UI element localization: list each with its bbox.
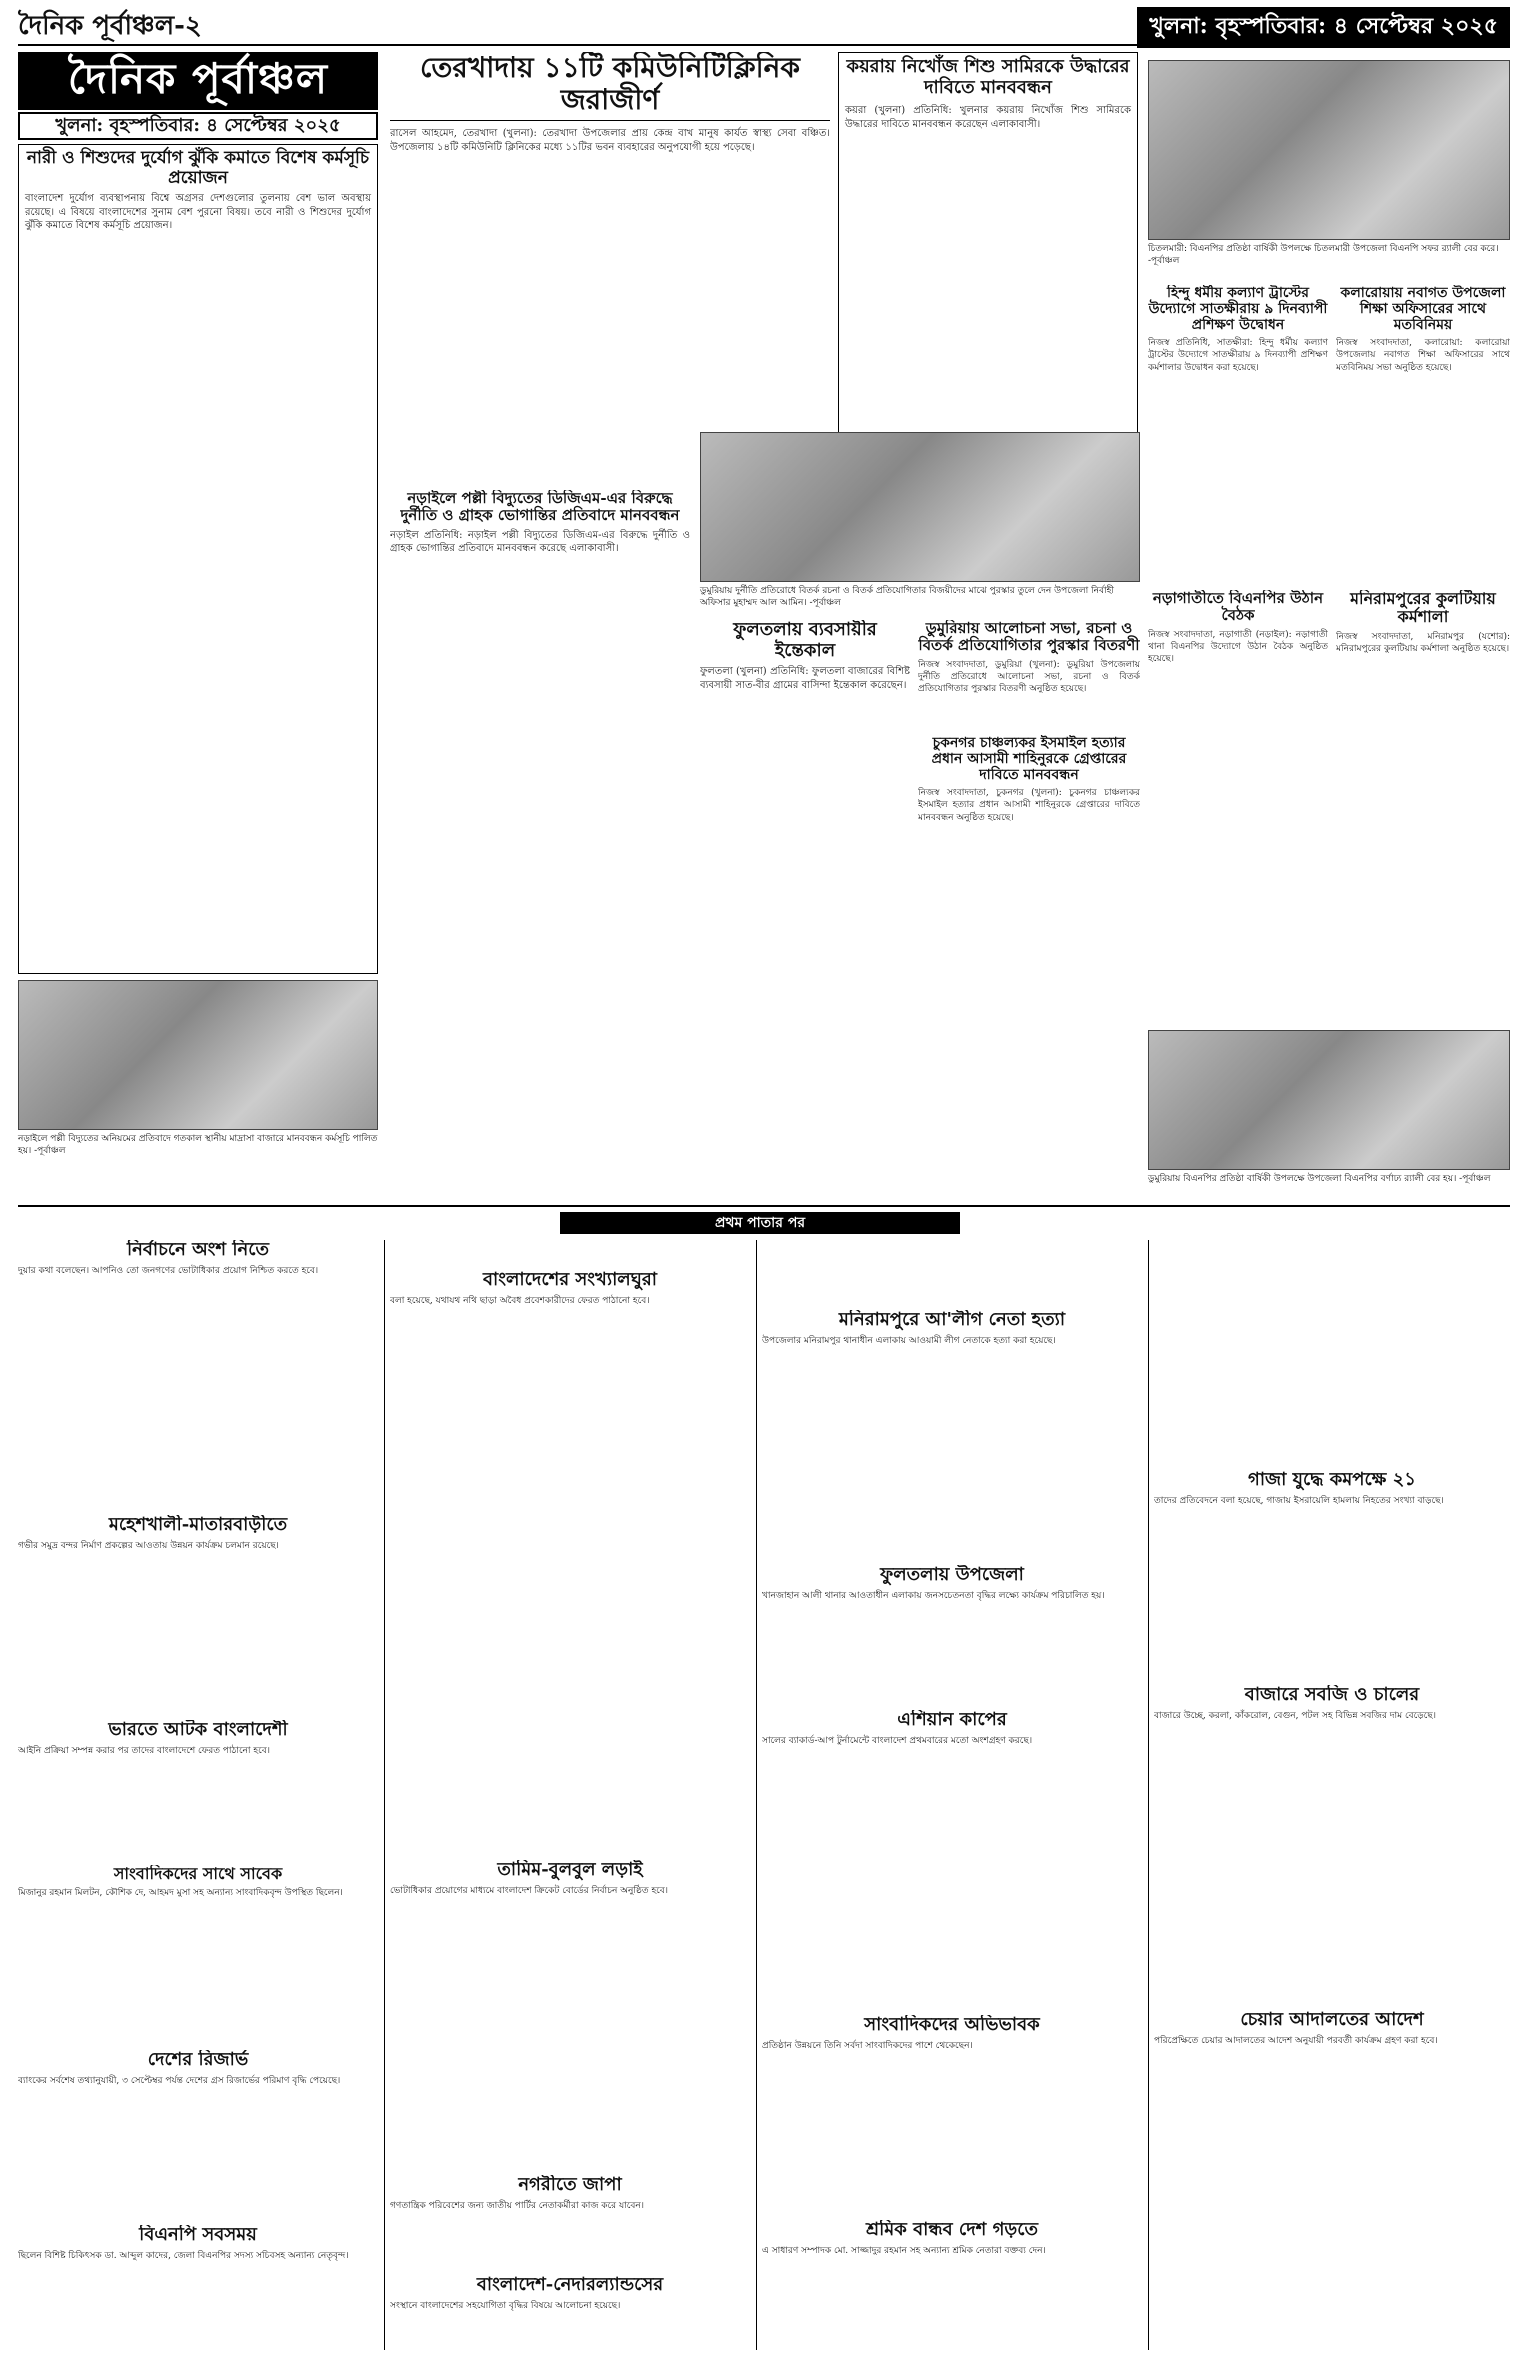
kolaroa-text: নিজস্ব সংবাদদাতা, কলারোয়া: কলারোয়া উপজেলায় নবাগত শিক্ষা অফিসারের সাথে মতবিনিময় সভা অনুষ্ঠিত হয়েছে। [1336, 338, 1510, 373]
bnp-article [18, 2225, 378, 2355]
sangbadik-article [18, 1865, 378, 2045]
column-rule [384, 1240, 385, 2350]
mohesh-article [18, 1515, 378, 1715]
tamim-title: তামিম-বুলবুল লড়াই [497, 1860, 643, 1880]
photo-left-caption: নড়াইলে পল্লী বিদ্যুতের অনিয়মের প্রতিবাদে গতকাল স্থানীয় মাদ্রাসা বাজারে মানববন্ধন কর্মসূচি পালিত হয়। -পূর্বাঞ্চল [18, 1134, 378, 1156]
sangbadik2-title: সাংবাদিকদের অভিভাবক [864, 2015, 1040, 2035]
phultala-title: ফুলতলায় ব্যবসায়ীর ইন্তেকাল [733, 620, 877, 661]
phultala2-text: খানজাহান আলী থানার আওতাধীন এলাকায় জনসচেতনতা বৃদ্ধির লক্ষ্যে কার্যক্রম পরিচালিত হয়। [762, 1590, 1105, 1601]
monirampur-article [1336, 590, 1510, 1010]
bangladesh-title: বাংলাদেশের সংখ্যালঘুরা [483, 1270, 657, 1290]
lead-text: রাসেল আহমেদ, তেরখাদা (খুলনা): তেরখাদা উপজেলার প্রায় কেন্দ্র বাখ মানুষ কার্যত স্বাস্থ্য সেবা বঞ্চিত। উপজেলায় ১৪টি কমিউনিটি ক্লিনিকের মধ্যে ১১টির ভবন ব্যবহারের অনুপযোগী হয়ে পড়েছে। [390, 128, 830, 153]
column-rule [756, 1240, 757, 2350]
reserve-text: ব্যাংকের সর্বশেষ তথ্যানুযায়ী, ৩ সেপ্টেম্বর পর্যন্ত দেশের গ্রস রিজার্ভের পরিমাণ বৃদ্ধি পেয়েছে। [18, 2075, 341, 2086]
gaza-article [1154, 1470, 1510, 1680]
bharat-article [18, 1720, 378, 1860]
nogorite-article [390, 2175, 750, 2270]
masthead-logo: দৈনিক পূর্বাঞ্চল [18, 52, 378, 110]
nargati-bnp-title: নড়াগাতীতে বিএনপির উঠান বৈঠক [1152, 590, 1324, 625]
shramik-title: শ্রমিক বান্ধব দেশ গড়তে [866, 2220, 1038, 2240]
section-divider [18, 1205, 1510, 1207]
chuknagar-text: নিজস্ব সংবাদদাতা, চুকনগর (খুলনা): চুকনগর চাঞ্চল্যকর ইসমাইল হত্যার প্রধান আসামী শাহিনুরকে গ্রেপ্তারের দাবিতে মানববন্ধন অনুষ্ঠিত হয়েছে। [918, 788, 1140, 823]
asian-article [762, 1710, 1142, 2010]
monirampur-title: মনিরামপুরের কুলটিয়ায় কর্মশালা [1350, 590, 1496, 627]
protest-photo-left [18, 980, 378, 1130]
editorial-text: বাংলাদেশ দুর্যোগ ব্যবস্থাপনায় বিশ্বে অগ্রসর দেশগুলোর তুলনায় বেশ ভাল অবস্থায় রয়েছে। এ বিষয়ে বাংলাদেশের সুনাম বেশ পুরনো বিষয়। তবে নারী ও শিশুদের দুর্যোগ ঝুঁকি কমাতে বিশেষ কর্মসূচি প্রয়োজন। [25, 193, 371, 232]
nogorite-title: নগরীতে জাপা [518, 2175, 622, 2195]
phultala-text: ফুলতলা (খুলনা) প্রতিনিধি: ফুলতলা বাজারের বিশিষ্ট ব্যবসায়ী সাত-বীর গ্রামের বাসিন্দা ইন্তেকাল করেছেন। [700, 666, 910, 691]
netherlands-title: বাংলাদেশ-নেদারল্যান্ডসের [476, 2275, 664, 2295]
nirbachon-text: দুয়ার কথা বলেছেন। আপনিও তো জনগণের ভোটাধিকার প্রয়োগ নিশ্চিত করতে হবে। [18, 1265, 319, 1276]
masthead-date: খুলনা: বৃহস্পতিবার: ৪ সেপ্টেম্বর ২০২৫ [18, 112, 378, 140]
award-photo-mid [700, 432, 1140, 582]
top-bar [18, 10, 1510, 46]
hindu-trust-article [1148, 285, 1328, 585]
bazar-title: বাজারে সবজি ও চালের [1244, 1685, 1420, 1705]
photo-mid-caption: ডুমুরিয়ায় দুর্নীতি প্রতিরোধে বিতর্ক রচনা ও বিতর্ক প্রতিযোগিতার বিজয়ীদের মাঝে পুরস্কার তুলে দেন উপজেলা নির্বাহী অফিসার মুহাম্মদ আল আমিন। -পূর্বাঞ্চল [700, 586, 1114, 608]
bazar-article [1154, 1685, 1510, 2005]
editorial-title: নারী ও শিশুদের দুর্যোগ ঝুঁকি কমাতে বিশেষ কর্মসূচি প্রয়োজন [26, 148, 370, 188]
monirampur2-text: উপজেলার মনিরামপুর থানাধীন এলাকায় আওয়ামী লীগ নেতাকে হত্যা করা হয়েছে। [762, 1335, 1056, 1346]
lead-title: তেরখাদায় ১১টি কমিউনিটিক্লিনিক জরাজীর্ণ [390, 52, 830, 121]
kolaroa-title: কলারোয়ায় নবাগত উপজেলা শিক্ষা অফিসারের সাথে মতবিনিময় [1340, 285, 1506, 334]
asian-title: এশিয়ান কাপের [897, 1710, 1007, 1730]
phultala-article [700, 620, 910, 1160]
koyra-article [838, 52, 1138, 482]
bnp-text: ছিলেন বিশিষ্ট চিকিৎসক ডা. আব্দুল কাদের, জেলা বিএনপির সদস্য সচিবসহ অন্যান্য নেতৃবৃন্দ। [18, 2250, 349, 2261]
netherlands-text: সংস্থানে বাংলাদেশের সহযোগিতা বৃদ্ধির বিষয়ে আলোচনা হয়েছে। [390, 2300, 621, 2311]
reserve-article [18, 2050, 378, 2220]
nirbachon-title: নির্বাচনে অংশ নিতে [127, 1240, 269, 1260]
tamim-article [390, 1860, 750, 2170]
nirbachon-article [18, 1240, 378, 1510]
mohesh-text: গভীর সমুদ্র বন্দর নির্মাণ প্রকল্পের আওতায় উন্নয়ন কার্যক্রম চলমান রয়েছে। [18, 1540, 279, 1551]
rally-photo-right-top [1148, 60, 1510, 240]
monirampur2-article [762, 1310, 1142, 1560]
tamim-text: ভোটাধিকার প্রয়োগের মাধ্যমে বাংলাদেশ ক্রিকেট বোর্ডের নির্বাচন অনুষ্ঠিত হবে। [390, 1885, 669, 1896]
bangladesh-article [390, 1270, 750, 1800]
rally-photo-right-bottom [1148, 1030, 1510, 1170]
chuknagar-title: চুকনগর চাঞ্চল্যকর ইসমাইল হত্যার প্রধান আসামী শাহিনুরকে গ্রেপ্তারের দাবিতে মানববন্ধন [931, 735, 1127, 784]
mohesh-title: মহেশখালী-মাতারবাড়ীতে [108, 1515, 288, 1535]
chair-text: পরিপ্রেক্ষিতে চেয়ার আদালতের আদেশ অনুযায়ী পরবর্তী কার্যক্রম গ্রহণ করা হবে। [1154, 2035, 1438, 2046]
phultala2-title: ফুলতলায় উপজেলা [880, 1565, 1024, 1585]
shramik-article [762, 2220, 1142, 2355]
sangbadik2-text: প্রতিষ্ঠান উন্নয়নে তিনি সর্বদা সাংবাদিকদের পাশে থেকেছেন। [762, 2040, 973, 2051]
hindu-trust-title: হিন্দু ধর্মীয় কল্যাণ ট্রাস্টের উদ্যোগে সাতক্ষীরায় ৯ দিনব্যাপী প্রশিক্ষণ উদ্বোধন [1148, 285, 1328, 334]
gaza-title: গাজা যুদ্ধে কমপক্ষে ২১ [1248, 1470, 1416, 1490]
dumuria-text: নিজস্ব সংবাদদাতা, ডুমুরিয়া (খুলনা): ডুমুরিয়া উপজেলায় দুর্নীতি প্রতিরোধে আলোচনা সভা, রচনা ও বিতর্ক প্রতিযোগিতার পুরস্কার বিতরণী অনুষ্ঠিত হয়েছে। [918, 659, 1140, 694]
chair-title: চেয়ার আদালতের আদেশ [1240, 2010, 1424, 2030]
koyra-title: কয়রায় নিখোঁজ শিশু সামিরকে উদ্ধারের দাবিতে মানববন্ধন [846, 56, 1130, 98]
column-rule [1148, 1240, 1149, 2350]
nargati-bnp-article [1148, 590, 1328, 1010]
narail-title: নড়াইলে পল্লী বিদ্যুতের ডিজিএম-এর বিরুদ্ধে দুর্নীতি ও গ্রাহক ভোগান্তির প্রতিবাদে মানববন্ধন [400, 490, 680, 525]
bharat-text: আইনি প্রক্রিয়া সম্পন্ন করার পর তাদের বাংলাদেশে ফেরত পাঠানো হবে। [18, 1745, 270, 1756]
netherlands-article [390, 2275, 750, 2355]
nargati-bnp-text: নিজস্ব সংবাদদাতা, নড়াগাতী (নড়াইল): নড়াগাতী থানা বিএনপির উদ্যোগে উঠান বৈঠক অনুষ্ঠিত হয়েছে। [1148, 629, 1328, 664]
reserve-title: দেশের রিজার্ভ [147, 2050, 249, 2070]
shramik-text: এ সাধারণ সম্পাদক মো. সাজ্জাদুর রহমান সহ অন্যান্য শ্রমিক নেতারা বক্তব্য দেন। [762, 2245, 1046, 2256]
sangbadik-title: সাংবাদিকদের সাথে সাবেক [113, 1865, 283, 1883]
section-banner: প্রথম পাতার পর [560, 1212, 960, 1234]
nogorite-text: গণতান্ত্রিক পরিবেশের জন্য জাতীয় পার্টির নেতাকর্মীরা কাজ করে যাবেন। [390, 2200, 644, 2211]
page-label: দৈনিক পূর্বাঞ্চল-২ [18, 11, 202, 41]
editorial-article [18, 144, 378, 974]
chuknagar-article [918, 735, 1140, 1155]
bnp-title: বিএনপি সবসময় [139, 2225, 257, 2245]
koyra-text: কয়রা (খুলনা) প্রতিনিধি: খুলনার কয়রায় নিখোঁজ শিশু সামিরকে উদ্ধারের দাবিতে মানববন্ধন করেছেন এলাকাবাসী। [845, 105, 1131, 130]
asian-text: সালের ব্যাকার্ড-আপ টুর্নামেন্টে বাংলাদেশ প্রথমবারের মতো অংশগ্রহণ করছে। [762, 1735, 1033, 1746]
sangbadik-text: মিজানুর রহমান মিলটন, কৌশিক দে, আহমদ মুসা সহ অন্যান্য সাংবাদিকবৃন্দ উপস্থিত ছিলেন। [18, 1888, 343, 1899]
kolaroa-article [1336, 285, 1510, 585]
monirampur-text: নিজস্ব সংবাদদাতা, মনিরামপুর (যশোর): মনিরামপুরের কুলটিয়ায় কর্মশালা অনুষ্ঠিত হয়েছে। [1336, 631, 1510, 654]
gaza-text: তাদের প্রতিবেদনে বলা হয়েছে, গাজায় ইসরায়েলি হামলায় নিহতের সংখ্যা বাড়ছে। [1154, 1495, 1444, 1506]
lead-article [390, 52, 830, 482]
header-date: খুলনা: বৃহস্পতিবার: ৪ সেপ্টেম্বর ২০২৫ [1137, 7, 1510, 48]
chair-article [1154, 2010, 1510, 2355]
narail-text: নড়াইল প্রতিনিধি: নড়াইল পল্লী বিদ্যুতের ডিজিএম-এর বিরুদ্ধে দুর্নীতি ও গ্রাহক ভোগান্তির প্রতিবাদে মানববন্ধন করেছে এলাকাবাসী। [390, 529, 690, 554]
narail-article [390, 490, 690, 960]
phultala2-article [762, 1565, 1142, 1705]
bharat-title: ভারতে আটক বাংলাদেশী [108, 1720, 288, 1740]
photo-right-bottom-caption: ডুমুরিয়ায় বিএনপির প্রতিষ্ঠা বার্ষিকী উপলক্ষে উপজেলা বিএনপির বর্ণাঢ্য র‍্যালী বের হয়। -পূর্বাঞ্চল [1148, 1174, 1491, 1184]
dumuria-title: ডুমুরিয়ায় আলোচনা সভা, রচনা ও বিতর্ক প্রতিযোগিতার পুরস্কার বিতরণী [918, 620, 1140, 655]
hindu-trust-text: নিজস্ব প্রতিনিধি, সাতক্ষীরা: হিন্দু ধর্মীয় কল্যাণ ট্রাস্টের উদ্যোগে সাতক্ষীরায় ৯ দিনব্যাপী প্রশিক্ষণ কর্মশালার উদ্বোধন করা হয়েছে। [1148, 338, 1328, 373]
bangladesh-text: বলা হয়েছে, যথাযথ নথি ছাড়া অবৈধ প্রবেশকারীদের ফেরত পাঠানো হবে। [390, 1295, 650, 1306]
bazar-text: বাজারে উচ্ছে, করলা, কাঁকরোল, বেগুন, পটল সহ বিভিন্ন সবজির দাম বেড়েছে। [1154, 1710, 1436, 1721]
monirampur2-title: মনিরামপুরে আ'লীগ নেতা হত্যা [838, 1310, 1066, 1330]
photo-right-top-caption: চিতলমারী: বিএনপির প্রতিষ্ঠা বার্ষিকী উপলক্ষে চিতলমারী উপজেলা বিএনপি সফর র‍্যালী বের করে। -পূর্বাঞ্চল [1148, 244, 1499, 266]
sangbadik2-article [762, 2015, 1142, 2215]
